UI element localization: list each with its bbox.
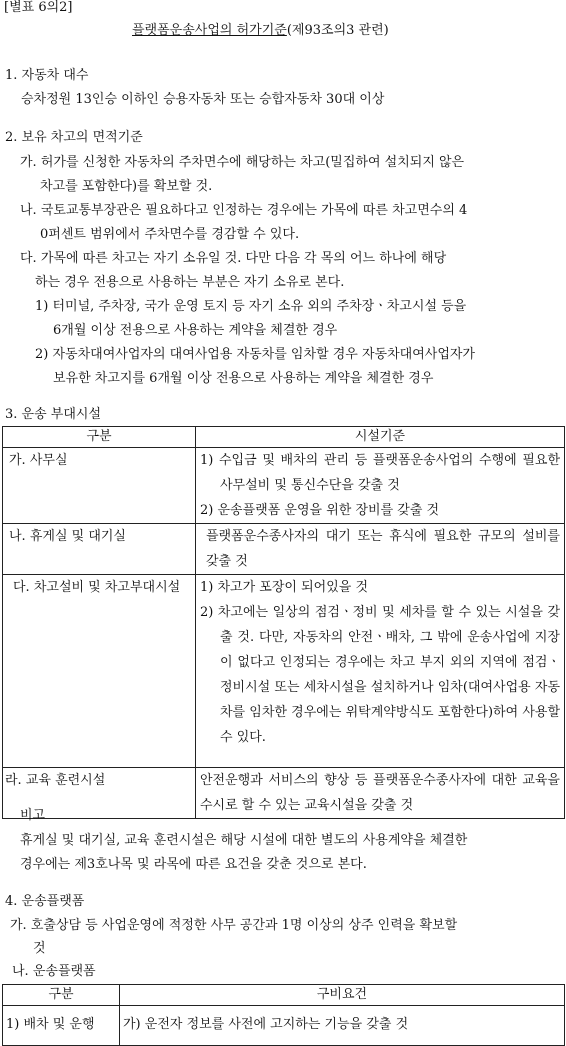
table-row: [3, 1006, 565, 1046]
facility-standard: [196, 575, 565, 768]
facility-item: 2) 차고에는 일상의 점검ㆍ정비 및 세차를 할 수 있는 시설을 갖출 것. 다만, 자동차의 안전ㆍ배차, 그 밖에 운송사업에 지장이 없다고 인정되는 경우에는 차고 부지 외의 지역에 점검ㆍ정비시설 또는 세차시설을 설치하거나 임차(대여사업용 자동차를 임차한 경우에는 위탁계약방식도 포함한다)하여 사용할 수 있다.: [200, 605, 560, 745]
facility-category: 나. 휴게실 및 대기실: [3, 524, 196, 575]
section2-da1-line2: 6개월 이상 전용으로 사용하는 계약을 체결한 경우: [53, 323, 338, 338]
facility-item: 1) 차고가 포장이 되어있을 것: [200, 580, 369, 595]
document-title-suffix: (제93조의3 관련): [286, 23, 389, 38]
section2-ga-line2: 차고를 포함한다)를 확보할 것.: [40, 179, 213, 194]
note-line2: 경우에는 제3호나목 및 라목에 따른 요건을 갖춘 것으로 본다.: [20, 857, 367, 872]
section4-ga-line1: 가. 호출상담 등 사업운영에 적정한 사무 공간과 1명 이상의 상주 인력을 확보할: [10, 918, 458, 933]
section1-heading: 1. 자동차 대수: [5, 68, 89, 83]
table-row: [3, 524, 565, 575]
facility-category: 가. 사무실: [3, 448, 196, 524]
note-label: 비고: [20, 808, 46, 823]
facility-table: [2, 426, 565, 819]
facility-header-category: 구분: [3, 427, 196, 448]
section2-na-line1: 나. 국토교통부장관은 필요하다고 인정하는 경우에는 가목에 따른 차고면수의 4: [20, 203, 468, 218]
facility-header-standard: 시설기준: [196, 427, 565, 448]
platform-requirement: 가) 운전자 정보를 사전에 고지하는 기능을 갖출 것: [120, 1006, 565, 1046]
section3-heading: 3. 운송 부대시설: [5, 407, 102, 422]
facility-standard: [196, 524, 565, 575]
table-row: [3, 768, 565, 819]
facility-standard: [196, 448, 565, 524]
section2-da2-line2: 보유한 차고지를 6개월 이상 전용으로 사용하는 계약을 체결한 경우: [53, 371, 434, 386]
facility-category: [3, 575, 196, 768]
section2-na-line2: 0퍼센트 범위에서 주차면수를 경감할 수 있다.: [40, 227, 300, 242]
section2-ga-line1: 가. 허가를 신청한 자동차의 주차면수에 해당하는 차고(밀집하여 설치되지 않은: [20, 155, 465, 170]
table-row: [3, 448, 565, 524]
platform-table: [2, 984, 565, 1046]
document-title: [132, 19, 389, 43]
facility-category: 라. 교육 훈련시설: [3, 768, 196, 819]
facility-item: 플랫폼운수종사자의 대기 또는 휴식에 필요한 규모의 설비를 갖출 것: [206, 529, 560, 569]
section2-da2-line1: 2) 자동차대여사업자의 대여사업용 자동차를 임차할 경우 자동차대여사업자가: [35, 347, 475, 362]
section1-body: 승차정원 13인승 이하인 승용자동차 또는 승합자동차 30대 이상: [21, 92, 385, 107]
section4-na: 나. 운송플랫폼: [12, 964, 96, 979]
platform-header-requirement: 구비요건: [120, 985, 565, 1006]
facility-item: 2) 운송플랫폼 운영을 위한 장비를 갖출 것: [200, 503, 440, 518]
platform-category: 1) 배차 및 운행: [3, 1006, 120, 1046]
section4-heading: 4. 운송플랫폼: [5, 894, 85, 909]
section4-ga-line2: 것: [33, 941, 46, 956]
section2-da1-line1: 1) 터미널, 주차장, 국가 운영 토지 등 자기 소유 외의 주차장ㆍ차고시설 등을: [35, 299, 467, 314]
facility-item: 1) 수입금 및 배차의 관리 등 플랫폼운송사업의 수행에 필요한 사무설비 및 통신수단을 갖출 것: [200, 453, 560, 493]
facility-table-header: [3, 427, 565, 448]
section2-heading: 2. 보유 차고의 면적기준: [5, 130, 143, 145]
note-line1: 휴게실 및 대기실, 교육 훈련시설은 해당 시설에 대한 별도의 사용계약을 체결한: [20, 833, 468, 848]
document-title-main: 플랫폼운송사업의 허가기준: [132, 23, 287, 38]
facility-category-text: 다. 차고설비 및 차고부대시설: [13, 580, 181, 595]
table-row: [3, 575, 565, 768]
appendix-tag: [별표 6의2]: [4, 0, 73, 15]
platform-header-category: 구분: [3, 985, 120, 1006]
facility-item: 안전운행과 서비스의 향상 등 플랫폼운수종사자에 대한 교육을 수시로 할 수 있는 교육시설을 갖출 것: [200, 773, 560, 813]
platform-table-header: [3, 985, 565, 1006]
section2-da-line2: 하는 경우 전용으로 사용하는 부분은 자기 소유로 본다.: [35, 275, 345, 290]
section2-da-line1: 다. 가목에 따른 차고는 자기 소유일 것. 다만 다음 각 목의 어느 하나에 해당: [20, 251, 447, 266]
facility-standard: [196, 768, 565, 819]
